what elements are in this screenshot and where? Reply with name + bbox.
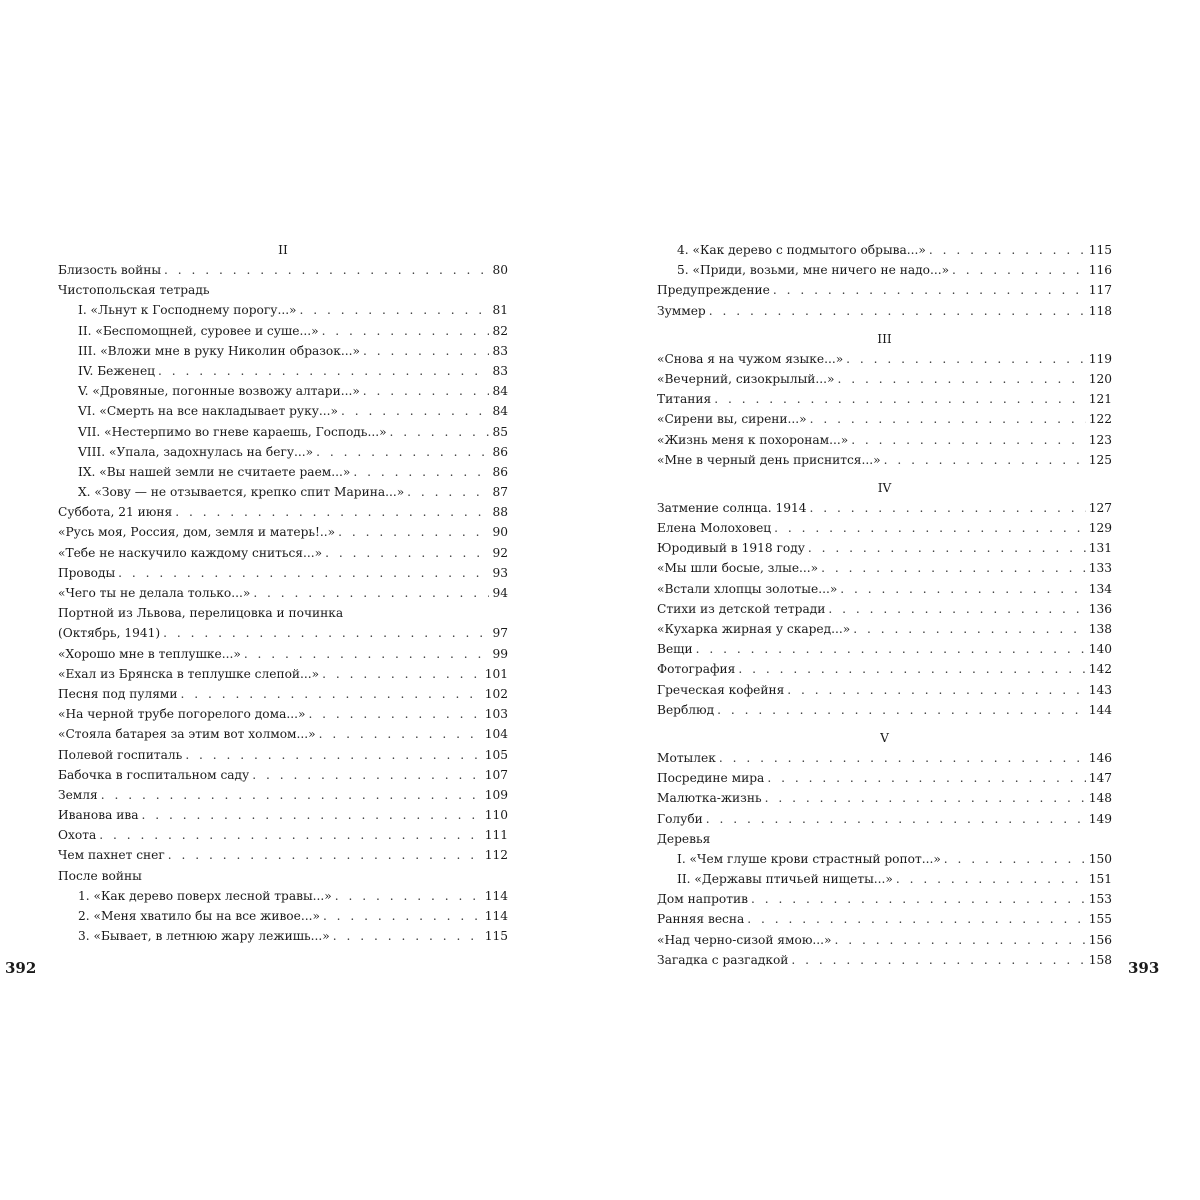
toc-entry-title: 5. «Приди, возьми, мне ничего не надо...»	[677, 263, 950, 278]
toc-entry-page: 156	[1088, 932, 1112, 947]
toc-entry	[58, 341, 508, 361]
toc-entry-title: Дом напротив	[657, 892, 748, 907]
toc-entry-page: 88	[492, 505, 508, 520]
toc-entry	[58, 765, 508, 785]
toc-entry-title: Юродивый в 1918 году	[657, 541, 805, 556]
toc-entry	[657, 639, 1112, 659]
toc-entry-page: 109	[484, 787, 508, 802]
toc-entry-page: 80	[492, 263, 508, 277]
toc-entry	[657, 430, 1112, 450]
toc-entry	[58, 280, 508, 300]
dot-leader	[851, 430, 1086, 450]
toc-entry-title: II. «Беспомощней, суровее и суше...»	[78, 323, 319, 338]
toc-entry	[657, 659, 1112, 679]
toc-entry	[58, 300, 508, 320]
toc-entry-title: После войны	[58, 868, 142, 883]
dot-leader	[118, 563, 489, 583]
dot-leader	[952, 260, 1086, 280]
toc-entry-title: Иванова ива	[58, 808, 139, 823]
toc-entry	[657, 869, 1112, 889]
toc-entry-title: VI. «Смерть на все накладывает руку...»	[78, 404, 338, 419]
toc-entry-title: «Русь моя, Россия, дом, земля и матерь!..»	[58, 525, 336, 540]
toc-entry-page: 127	[1088, 500, 1112, 515]
toc-entry	[657, 599, 1112, 619]
toc-entry-title: VIII. «Упала, задохнулась на бегу...»	[78, 444, 314, 459]
toc-entry-title: II. «Державы птичьей нищеты...»	[677, 872, 893, 887]
toc-entry-title: Зуммер	[657, 303, 706, 318]
dot-leader	[333, 926, 482, 946]
toc-entry	[657, 680, 1112, 700]
toc-entry-title: Деревья	[657, 831, 711, 846]
toc-entry-page: 94	[492, 586, 508, 600]
dot-leader	[322, 321, 490, 341]
toc-right-column	[657, 240, 1112, 970]
toc-entry	[657, 849, 1112, 869]
dot-leader	[185, 745, 481, 765]
toc-entry	[58, 724, 508, 744]
dot-leader	[738, 659, 1085, 679]
toc-entry-page: 125	[1088, 452, 1112, 467]
dot-leader	[163, 623, 489, 643]
toc-entry-title: Суббота, 21 июня	[58, 505, 173, 520]
toc-entry	[58, 664, 508, 684]
dot-leader	[244, 644, 490, 664]
dot-leader	[341, 401, 490, 421]
toc-entry-page: 82	[492, 323, 508, 338]
toc-entry	[657, 389, 1112, 409]
dot-leader	[338, 522, 489, 542]
toc-entry	[657, 909, 1112, 929]
toc-entry-page: 101	[484, 666, 508, 681]
toc-entry-title: «Ехал из Брянска в теплушке слепой...»	[58, 666, 320, 681]
toc-entry	[657, 498, 1112, 518]
dot-leader	[175, 502, 489, 522]
toc-entry-page: 97	[492, 626, 508, 641]
toc-entry-title: Мотылек	[657, 750, 716, 765]
toc-entry-page: 142	[1088, 662, 1112, 677]
toc-entry-page: 131	[1088, 541, 1112, 556]
toc-entry	[58, 704, 508, 724]
dot-leader	[846, 349, 1086, 369]
toc-entry-page: 84	[492, 384, 508, 399]
toc-entry-title: Чем пахнет снег	[58, 848, 165, 863]
toc-entry	[657, 768, 1112, 788]
toc-entry-page: 149	[1088, 811, 1112, 826]
toc-entry-page: 136	[1088, 601, 1112, 616]
toc-entry	[58, 442, 508, 462]
toc-entry-title: «Тебе не наскучило каждому сниться...»	[58, 545, 323, 560]
dot-leader	[884, 450, 1086, 470]
toc-entry-title: «Стояла батарея за этим вот холмом...»	[58, 727, 316, 742]
toc-entry	[58, 926, 508, 946]
dot-leader	[714, 389, 1086, 409]
toc-entry-page: 114	[484, 888, 508, 903]
toc-entry-title: «Встали хлопцы золотые...»	[657, 581, 838, 596]
toc-entry-title: V. «Дровяные, погонные возвожу алтари...»	[78, 384, 360, 399]
toc-entry-page: 119	[1088, 351, 1112, 366]
toc-entry-page: 133	[1088, 561, 1112, 576]
toc-entry-page: 83	[492, 343, 508, 358]
dot-leader	[99, 825, 482, 845]
dot-leader	[767, 768, 1085, 788]
toc-entry-title: Проводы	[58, 565, 116, 580]
section-heading-iii: III	[877, 331, 892, 346]
dot-leader	[363, 341, 490, 361]
toc-entry-page: 105	[484, 747, 508, 762]
toc-entry	[657, 260, 1112, 280]
dot-leader	[719, 748, 1086, 768]
toc-entry-title: Предупреждение	[657, 283, 770, 298]
toc-entry	[58, 623, 508, 643]
toc-entry-page: 148	[1088, 791, 1112, 806]
toc-entry-page: 92	[492, 545, 508, 560]
toc-entry-title: 4. «Как дерево с подмытого обрыва...»	[677, 243, 926, 257]
dot-leader	[747, 909, 1085, 929]
toc-entry-title: (Октябрь, 1941)	[58, 626, 161, 641]
toc-entry-page: 81	[492, 303, 508, 318]
toc-entry-title: «Сирени вы, сирени...»	[657, 412, 807, 427]
toc-entry	[58, 845, 508, 865]
dot-leader	[363, 381, 490, 401]
toc-entry-title: 1. «Как дерево поверх лесной травы...»	[78, 888, 332, 903]
page-number-right: 393	[1128, 959, 1160, 977]
page-number-left: 392	[5, 959, 37, 977]
toc-entry-title: Стихи из детской тетради	[657, 601, 826, 616]
dot-leader	[840, 579, 1085, 599]
section-heading-ii: II	[278, 243, 288, 257]
toc-entry-page: 86	[492, 444, 508, 459]
toc-entry-title: Титания	[657, 392, 712, 407]
toc-entry-title: Полевой госпиталь	[58, 747, 183, 762]
toc-entry-title: Верблюд	[657, 702, 715, 717]
toc-entry-title: «Чего ты не делала только...»	[58, 586, 251, 600]
toc-entry-page: 146	[1088, 750, 1112, 765]
toc-entry-page: 87	[492, 485, 508, 500]
toc-entry-title: IX. «Вы нашей земли не считаете раем...»	[78, 464, 351, 479]
toc-entry-page: 111	[484, 828, 508, 843]
toc-entry	[58, 321, 508, 341]
toc-entry-title: Портной из Львова, перелицовка и починка	[58, 606, 344, 621]
toc-entry	[657, 280, 1112, 300]
toc-entry-page: 117	[1088, 283, 1112, 298]
dot-leader	[141, 805, 481, 825]
toc-entry-page: 112	[484, 848, 508, 863]
toc-entry	[58, 886, 508, 906]
dot-leader	[390, 422, 490, 442]
dot-leader	[158, 361, 489, 381]
toc-entry-page: 155	[1088, 912, 1112, 927]
toc-entry	[657, 788, 1112, 808]
toc-entry	[58, 260, 508, 280]
toc-entry	[657, 700, 1112, 720]
toc-entry-title: «Над черно-сизой ямою...»	[657, 932, 832, 947]
toc-list-section-v	[657, 748, 1112, 970]
dot-leader	[706, 809, 1086, 829]
toc-left-column	[58, 240, 508, 946]
toc-entry-page: 115	[484, 929, 508, 944]
toc-entry	[657, 558, 1112, 578]
toc-entry-title: Посредине мира	[657, 771, 765, 786]
toc-entry	[58, 522, 508, 542]
dot-leader	[717, 700, 1086, 720]
toc-entry-title: Близость войны	[58, 263, 162, 277]
toc-entry-title: Земля	[58, 787, 98, 802]
dot-leader	[407, 482, 489, 502]
dot-leader	[316, 442, 489, 462]
toc-entry-title: «Мы шли босые, злые...»	[657, 561, 819, 576]
toc-entry-page: 93	[492, 565, 508, 580]
toc-entry	[58, 644, 508, 664]
toc-entry	[657, 748, 1112, 768]
dot-leader	[322, 664, 482, 684]
toc-entry-page: 150	[1088, 851, 1112, 866]
toc-entry	[58, 825, 508, 845]
toc-entry	[657, 240, 1112, 260]
dot-leader	[791, 950, 1085, 970]
toc-entry	[58, 603, 508, 623]
dot-leader	[709, 301, 1086, 321]
toc-entry	[657, 950, 1112, 970]
toc-entry	[58, 462, 508, 482]
toc-entry-page: 122	[1088, 412, 1112, 427]
toc-entry	[58, 866, 508, 886]
dot-leader	[335, 886, 482, 906]
toc-entry	[58, 583, 508, 603]
toc-entry	[58, 906, 508, 926]
toc-entry-page: 147	[1088, 771, 1112, 786]
toc-entry-page: 140	[1088, 642, 1112, 657]
toc-entry	[58, 805, 508, 825]
toc-entry-title: Чистопольская тетрадь	[58, 283, 210, 298]
dot-leader	[751, 889, 1086, 909]
toc-entry	[58, 543, 508, 563]
toc-entry	[58, 361, 508, 381]
dot-leader	[810, 498, 1086, 518]
toc-entry-page: 158	[1088, 952, 1112, 967]
toc-entry-page: 151	[1088, 872, 1112, 887]
toc-entry	[657, 518, 1112, 538]
dot-leader	[821, 558, 1086, 578]
dot-leader	[774, 518, 1086, 538]
toc-entry-page: 103	[484, 707, 508, 722]
toc-entry-page: 90	[492, 525, 508, 540]
toc-entry-title: Бабочка в госпитальном саду	[58, 767, 250, 782]
dot-leader	[168, 845, 482, 865]
toc-entry	[58, 684, 508, 704]
toc-list-left	[58, 260, 508, 946]
section-heading-iv: IV	[877, 480, 892, 495]
dot-leader	[773, 280, 1086, 300]
toc-entry	[58, 482, 508, 502]
toc-entry	[657, 619, 1112, 639]
dot-leader	[696, 639, 1086, 659]
dot-leader	[838, 369, 1086, 389]
dot-leader	[765, 788, 1086, 808]
toc-entry-page: 110	[484, 808, 508, 823]
toc-entry-title: «Вечерний, сизокрылый...»	[657, 371, 835, 386]
dot-leader	[896, 869, 1086, 889]
toc-entry	[657, 538, 1112, 558]
dot-leader	[353, 462, 489, 482]
toc-entry	[58, 401, 508, 421]
toc-entry-title: I. «Льнут к Господнему порогу...»	[78, 303, 297, 318]
toc-entry-title: 2. «Меня хватило бы на все живое...»	[78, 909, 320, 923]
toc-entry-page: 123	[1088, 432, 1112, 447]
toc-entry-page: 102	[484, 686, 508, 701]
toc-entry	[657, 579, 1112, 599]
dot-leader	[835, 930, 1086, 950]
toc-entry	[657, 301, 1112, 321]
dot-leader	[319, 724, 482, 744]
toc-entry	[58, 563, 508, 583]
dot-leader	[853, 619, 1086, 639]
toc-entry-page: 85	[492, 424, 508, 439]
toc-entry-page: 116	[1088, 263, 1112, 278]
toc-entry-page: 107	[484, 767, 508, 782]
toc-entry	[657, 889, 1112, 909]
toc-entry-title: Вещи	[657, 642, 693, 657]
toc-entry-page: 153	[1088, 892, 1112, 907]
toc-entry	[657, 369, 1112, 389]
dot-leader	[929, 240, 1086, 260]
toc-entry-title: Охота	[58, 828, 97, 843]
toc-entry-page: 99	[492, 646, 508, 661]
toc-entry-page: 86	[492, 464, 508, 479]
toc-entry-title: «Хорошо мне в теплушке...»	[58, 646, 241, 661]
toc-list-right-top	[657, 240, 1112, 321]
toc-entry-page: 143	[1088, 682, 1112, 697]
dot-leader	[787, 680, 1085, 700]
toc-entry-title: «Жизнь меня к похоронам...»	[657, 432, 849, 447]
toc-entry-page: 134	[1088, 581, 1112, 596]
toc-entry-page: 138	[1088, 622, 1112, 636]
toc-entry	[58, 785, 508, 805]
toc-entry-title: Елена Молоховец	[657, 521, 772, 536]
toc-entry-page: 120	[1088, 371, 1112, 386]
toc-entry	[657, 829, 1112, 849]
dot-leader	[101, 785, 482, 805]
toc-entry-page: 83	[492, 363, 508, 378]
toc-entry-title: Загадка с разгадкой	[657, 952, 789, 967]
toc-entry-title: Греческая кофейня	[657, 682, 785, 697]
dot-leader	[308, 704, 481, 724]
toc-entry-page: 114	[484, 909, 508, 923]
toc-entry	[58, 745, 508, 765]
toc-entry-title: Малютка-жизнь	[657, 791, 762, 806]
toc-list-section-iv	[657, 498, 1112, 720]
toc-entry-title: VII. «Нестерпимо во гневе караешь, Господь...»	[78, 424, 387, 439]
toc-entry-title: «Снова я на чужом языке...»	[657, 351, 844, 366]
dot-leader	[808, 538, 1086, 558]
toc-entry	[657, 349, 1112, 369]
toc-entry-page: 121	[1088, 392, 1112, 407]
toc-entry	[657, 450, 1112, 470]
toc-entry-page: 144	[1088, 702, 1112, 717]
toc-entry-title: Ранняя весна	[657, 912, 745, 927]
toc-entry	[58, 502, 508, 522]
toc-entry	[58, 381, 508, 401]
dot-leader	[252, 765, 482, 785]
dot-leader	[181, 684, 482, 704]
toc-entry-title: 3. «Бывает, в летнюю жару лежишь...»	[78, 929, 330, 944]
toc-entry	[58, 422, 508, 442]
toc-entry-title: Голуби	[657, 811, 703, 826]
dot-leader	[810, 409, 1086, 429]
dot-leader	[944, 849, 1086, 869]
toc-entry-title: Фотография	[657, 662, 736, 677]
section-heading-v: V	[880, 730, 889, 745]
dot-leader	[253, 583, 489, 603]
dot-leader	[323, 906, 482, 926]
toc-list-section-iii	[657, 349, 1112, 470]
toc-entry	[657, 409, 1112, 429]
dot-leader	[164, 260, 489, 280]
toc-entry-title: «Мне в черный день приснится...»	[657, 452, 881, 467]
toc-entry-title: «На черной трубе погорелого дома...»	[58, 707, 306, 722]
toc-entry-page: 104	[484, 727, 508, 742]
toc-entry-title: X. «Зову — не отзывается, крепко спит Марина...»	[78, 485, 405, 500]
dot-leader	[300, 300, 490, 320]
toc-entry-page: 115	[1088, 243, 1112, 257]
toc-entry	[657, 930, 1112, 950]
toc-entry-title: IV. Беженец	[78, 363, 155, 378]
toc-entry-title: Затмение солнца. 1914	[657, 500, 807, 515]
toc-entry-title: Песня под пулями	[58, 686, 178, 701]
toc-entry-page: 129	[1088, 521, 1112, 536]
toc-entry-title: I. «Чем глуше крови страстный ропот...»	[677, 851, 941, 866]
toc-entry-title: III. «Вложи мне в руку Николин образок...»	[78, 343, 360, 358]
dot-leader	[828, 599, 1085, 619]
toc-entry	[657, 809, 1112, 829]
dot-leader	[325, 543, 489, 563]
toc-entry-page: 118	[1088, 303, 1112, 318]
toc-entry-title: «Кухарка жирная у скаред...»	[657, 622, 851, 636]
toc-entry-page: 84	[492, 404, 508, 419]
